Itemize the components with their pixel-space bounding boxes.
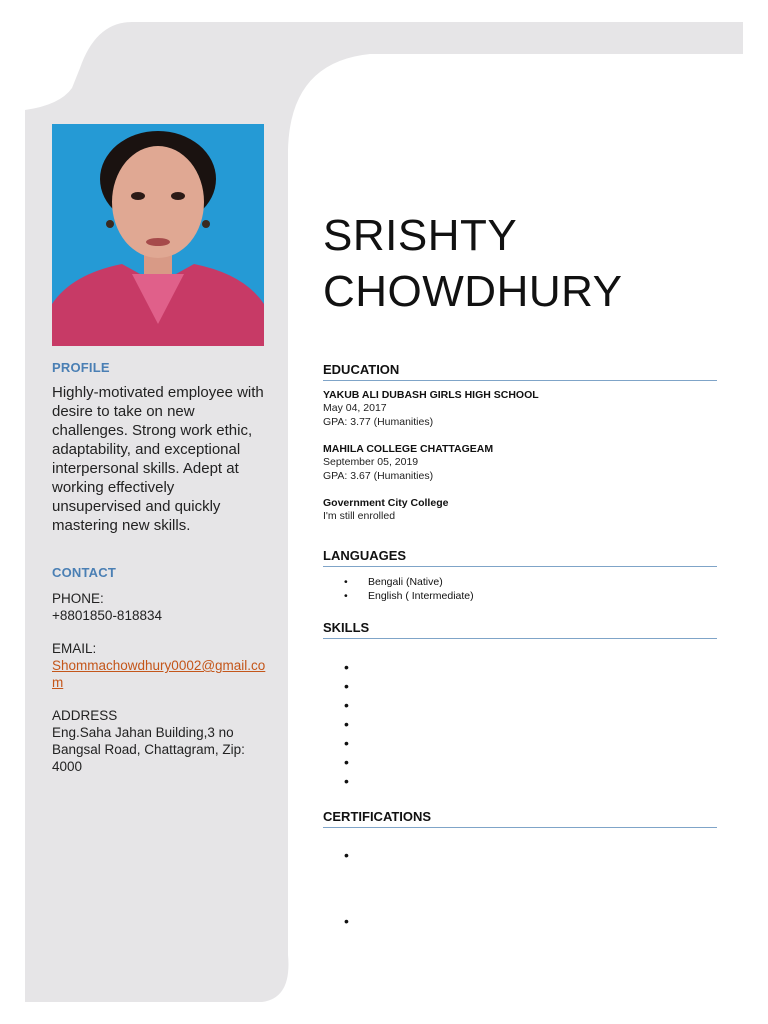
education-entry (323, 389, 717, 429)
certifications-section (323, 809, 717, 828)
skill-bullet: • (344, 716, 349, 732)
skill-bullet: • (344, 754, 349, 770)
language-item: • Bengali (Native) (368, 575, 717, 589)
education-section (323, 362, 717, 523)
languages-list (323, 575, 717, 603)
skill-bullet: • (344, 659, 349, 675)
address-label: ADDRESS (52, 708, 118, 723)
skill-bullet: • (344, 697, 349, 713)
phone-block (52, 590, 267, 624)
email-link[interactable]: Shommachowdhury0002@gmail.com (52, 658, 266, 690)
address-value: Eng.Saha Jahan Building,3 no Bangsal Road, Chattagram, Zip: 4000 (52, 725, 245, 774)
profile-heading: PROFILE (52, 360, 110, 375)
languages-section (323, 548, 717, 603)
address-block (52, 707, 267, 775)
education-title: EDUCATION (323, 362, 717, 381)
school-date: May 04, 2017 (323, 402, 387, 414)
certification-bullet: • (344, 913, 349, 929)
phone-label: PHONE: (52, 591, 104, 606)
school-gpa: GPA: 3.67 (Humanities) (323, 470, 434, 482)
last-name: CHOWDHURY (323, 267, 623, 316)
language-item: • English ( Intermediate) (368, 589, 717, 603)
skill-bullet: • (344, 735, 349, 751)
languages-title: LANGUAGES (323, 548, 717, 567)
certification-bullet: • (344, 847, 349, 863)
school-name: Government City College (323, 497, 449, 509)
school-name: MAHILA COLLEGE CHATTAGEAM (323, 443, 494, 455)
education-entry (323, 497, 717, 523)
contact-heading: CONTACT (52, 565, 116, 580)
school-date: I'm still enrolled (323, 510, 396, 522)
school-date: September 05, 2019 (323, 456, 419, 468)
certifications-title: CERTIFICATIONS (323, 809, 717, 828)
profile-text: Highly-motivated employee with desire to take on new challenges. Strong work ethic, adaptability, and exceptional interpersonal skills. Adept at working effectively unsupervised and quickly mastering new skills. (52, 384, 264, 534)
phone-value: +8801850-818834 (52, 608, 162, 623)
school-gpa: GPA: 3.77 (Humanities) (323, 416, 434, 428)
first-name: SRISHTY (323, 211, 518, 260)
profile-photo (52, 124, 264, 346)
email-block (52, 640, 267, 691)
skills-title: SKILLS (323, 620, 717, 639)
skill-bullet: • (344, 678, 349, 694)
sidebar (52, 360, 267, 775)
skills-section (323, 620, 717, 639)
school-name: YAKUB ALI DUBASH GIRLS HIGH SCHOOL (323, 389, 539, 401)
full-name (323, 208, 622, 320)
skill-bullet: • (344, 773, 349, 789)
education-entry (323, 443, 717, 483)
email-label: EMAIL: (52, 641, 97, 656)
